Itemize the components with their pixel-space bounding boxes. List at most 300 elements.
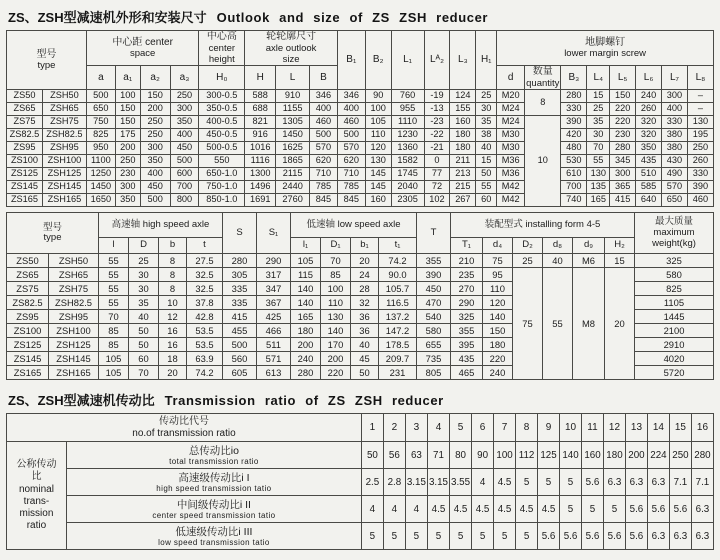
column-header xyxy=(483,238,513,254)
cell-text: 650 xyxy=(93,103,109,114)
column-header xyxy=(199,66,245,90)
cell xyxy=(159,268,187,282)
cell xyxy=(635,282,714,296)
cell-text: 4020 xyxy=(663,352,685,364)
cell-text: 250 xyxy=(672,449,689,461)
cell-text: 85 xyxy=(330,268,341,280)
cell xyxy=(669,469,691,496)
cell xyxy=(49,324,99,338)
cell-text: 325 xyxy=(458,310,475,322)
cell xyxy=(587,155,610,168)
cell xyxy=(7,116,43,129)
cell-text: 180 xyxy=(455,142,471,153)
cell xyxy=(451,338,483,352)
cell xyxy=(337,181,365,194)
cell-text: 688 xyxy=(252,103,268,114)
cell xyxy=(450,90,476,103)
cell xyxy=(691,442,713,469)
cell xyxy=(49,338,99,352)
cell xyxy=(291,282,321,296)
cell xyxy=(310,90,338,103)
cell-text: 8 xyxy=(169,282,176,294)
cell-text: 32 xyxy=(359,296,370,308)
cell-text: 160 xyxy=(370,194,386,205)
cell-text: 250 xyxy=(147,129,163,140)
cell xyxy=(516,496,538,523)
cell xyxy=(538,496,560,523)
cell-text: 11 xyxy=(587,421,598,433)
cell-text: 620 xyxy=(315,155,332,166)
cell xyxy=(605,268,635,380)
cell xyxy=(276,194,310,207)
column-header xyxy=(140,66,170,90)
cell-text: center xyxy=(208,42,236,54)
column-header xyxy=(86,66,115,90)
cell xyxy=(662,155,688,168)
cell-text: 650-1.0 xyxy=(206,168,238,179)
cell-text: ZSH50 xyxy=(50,90,79,101)
cell-text: ZS165 xyxy=(10,194,39,205)
cell-text: 102 xyxy=(429,194,445,205)
table-row xyxy=(7,194,714,207)
cell-text: ZSH125 xyxy=(56,338,91,350)
cell-text: 2440 xyxy=(282,181,303,192)
cell xyxy=(310,155,338,168)
cell xyxy=(391,116,424,129)
cell-text: 215 xyxy=(455,181,471,192)
cell xyxy=(115,155,140,168)
cell-text: 380 xyxy=(666,129,683,140)
cell-text: -19 xyxy=(430,90,444,101)
cell-text: 15 xyxy=(593,90,604,101)
cell-text: 60 xyxy=(481,194,492,205)
column-header xyxy=(669,414,691,442)
cell-text: L₆ xyxy=(643,71,654,83)
cell xyxy=(42,181,86,194)
cell-text: 中心高 xyxy=(206,31,237,42)
cell xyxy=(662,194,688,207)
cell-text: 955 xyxy=(399,103,416,114)
cell xyxy=(610,116,636,129)
cell-text: M8 xyxy=(581,317,596,329)
cell-text: 240 xyxy=(297,352,314,364)
cell-text: 300 xyxy=(147,142,163,153)
cell xyxy=(483,282,513,296)
cell-text: 36 xyxy=(359,324,370,336)
cell xyxy=(351,310,379,324)
cell xyxy=(560,523,582,550)
cell-text: total transmission ratio xyxy=(169,456,259,466)
cell-text: 5.6 xyxy=(607,530,622,542)
cell xyxy=(199,168,245,181)
cell-text: 1016 xyxy=(249,142,271,153)
cell-text: 355 xyxy=(458,324,475,336)
cell-text: 124 xyxy=(455,90,471,101)
cell xyxy=(405,442,427,469)
group-label xyxy=(7,442,67,550)
cell xyxy=(476,90,497,103)
cell-text: 50 xyxy=(138,324,149,336)
cell xyxy=(129,352,159,366)
cell-text: 5720 xyxy=(663,366,685,378)
cell-text: 77 xyxy=(431,168,443,179)
cell xyxy=(170,90,199,103)
cell xyxy=(245,168,276,181)
cell-text: 400 xyxy=(315,103,332,114)
cell-text: 40 xyxy=(481,142,492,153)
cell xyxy=(310,181,338,194)
column-header xyxy=(450,414,472,442)
cell-text: d₈ xyxy=(552,239,563,251)
cell xyxy=(276,168,310,181)
column-header xyxy=(561,66,587,90)
cell xyxy=(476,116,497,129)
cell-text: ZS145 xyxy=(13,352,42,364)
cell xyxy=(115,116,140,129)
cell xyxy=(497,194,525,207)
cell-text: L₇ xyxy=(669,71,679,83)
cell-text: 4.5 xyxy=(453,503,468,515)
cell-text: L₈ xyxy=(695,71,706,83)
column-header xyxy=(635,213,714,254)
cell-text: 型号 xyxy=(36,48,57,60)
cell-text: T xyxy=(430,226,437,238)
cell xyxy=(427,442,449,469)
cell-text: a₃ xyxy=(179,71,190,83)
cell-text: 250 xyxy=(692,142,709,153)
cell-text: 50 xyxy=(366,449,378,461)
cell-text: 540 xyxy=(425,310,442,322)
cell-text: 5 xyxy=(457,421,464,433)
cell xyxy=(49,366,99,380)
cell xyxy=(187,282,223,296)
cell xyxy=(691,469,713,496)
cell-text: 低速级传动比i III xyxy=(175,525,253,538)
cell xyxy=(7,90,43,103)
cell xyxy=(310,103,338,116)
cell xyxy=(223,282,257,296)
cell xyxy=(170,194,199,207)
cell-text: 650 xyxy=(666,194,683,205)
cell xyxy=(427,496,449,523)
cell xyxy=(494,469,516,496)
cell xyxy=(129,254,159,268)
cell-text: 250 xyxy=(120,155,136,166)
cell xyxy=(561,116,587,129)
page-title-transmission-ratio xyxy=(8,390,714,409)
cell xyxy=(417,352,451,366)
cell-text: 5 xyxy=(523,530,530,542)
cell-text: 450-0.5 xyxy=(206,129,238,140)
cell-text: 740 xyxy=(566,194,582,205)
cell xyxy=(337,90,365,103)
cell-text: 130 xyxy=(590,168,606,179)
cell-text: 140 xyxy=(489,310,506,322)
cell xyxy=(337,116,365,129)
cell-text: 2.5 xyxy=(365,476,380,488)
cell xyxy=(257,352,291,366)
cell xyxy=(417,338,451,352)
cell xyxy=(223,296,257,310)
cell-text: 5.6 xyxy=(651,503,666,515)
cell xyxy=(7,338,49,352)
cell-text: 211 xyxy=(455,155,471,166)
cell xyxy=(587,142,610,155)
cell xyxy=(662,129,688,142)
cell-text: T₁ xyxy=(461,239,471,251)
cell xyxy=(7,168,43,181)
cell-text: -13 xyxy=(430,103,444,114)
cell xyxy=(494,442,516,469)
table xyxy=(6,30,714,207)
cell-text: 1445 xyxy=(663,310,685,322)
cell xyxy=(476,194,497,207)
cell-text: 25 xyxy=(481,90,492,101)
cell-text: 35 xyxy=(593,116,604,127)
cell-text: 型号 xyxy=(42,221,62,233)
cell xyxy=(450,116,476,129)
cell xyxy=(379,282,417,296)
cell-text: ZS75 xyxy=(16,282,39,294)
cell xyxy=(321,352,351,366)
cell-text: L₅ xyxy=(617,71,628,83)
cell xyxy=(625,442,647,469)
cell xyxy=(7,282,49,296)
cell-text: 213 xyxy=(455,168,471,179)
cell-text: 传动比代号 xyxy=(158,415,209,427)
cell xyxy=(86,168,115,181)
cell-text: 5 xyxy=(567,476,574,488)
cell-text: ZS75 xyxy=(13,116,36,127)
cell xyxy=(450,442,472,469)
cell-text: 4 xyxy=(413,503,420,515)
cell xyxy=(187,324,223,338)
cell-text: 845 xyxy=(343,194,359,205)
cell-text: H₁ xyxy=(480,54,492,66)
cell-text: 250 xyxy=(147,116,163,127)
cell-text: 825 xyxy=(666,282,682,294)
cell-text: 260 xyxy=(692,155,709,166)
cell xyxy=(7,129,43,142)
cell-text: D xyxy=(140,239,147,251)
cell xyxy=(129,268,159,282)
cell-text: 高速级传动比i I xyxy=(178,471,250,484)
cell xyxy=(7,181,43,194)
cell-text: 2040 xyxy=(397,181,418,192)
cell-text: 28 xyxy=(359,282,370,294)
cell xyxy=(610,142,636,155)
cell-text: M20 xyxy=(501,90,520,101)
title1-chinese: ZS、ZSH型减速机外形和安装尺寸 xyxy=(8,10,207,25)
cell-text: 105 xyxy=(297,254,314,266)
cell-text: 500-0.5 xyxy=(206,142,238,153)
cell xyxy=(351,366,379,380)
cell-text: 6.3 xyxy=(651,530,666,542)
cell xyxy=(361,442,383,469)
cell xyxy=(291,254,321,268)
cell-text: 53.5 xyxy=(195,324,214,336)
cell xyxy=(291,352,321,366)
cell-text: 5 xyxy=(611,503,618,515)
cell-text: 25 xyxy=(522,254,533,266)
cell xyxy=(635,310,714,324)
cell xyxy=(42,129,86,142)
cell-text: 地脚螺钉 xyxy=(585,36,626,48)
cell-text: b xyxy=(169,239,176,251)
cell xyxy=(662,168,688,181)
cell xyxy=(351,268,379,282)
cell-text: 805 xyxy=(425,366,442,378)
cell-text: 260 xyxy=(640,103,657,114)
cell xyxy=(199,155,245,168)
cell xyxy=(625,523,647,550)
cell-text: 209.7 xyxy=(385,352,410,364)
cell xyxy=(140,103,170,116)
cell-text: ZSH165 xyxy=(47,194,82,205)
cell-text: ZSH82.5 xyxy=(46,129,83,140)
cell-text: 140 xyxy=(327,324,344,336)
cell xyxy=(379,352,417,366)
cell xyxy=(276,90,310,103)
cell xyxy=(159,324,187,338)
cell xyxy=(538,523,560,550)
cell xyxy=(321,282,351,296)
cell-text: trans- xyxy=(23,495,50,507)
cell-text: 367 xyxy=(265,296,282,308)
cell xyxy=(86,103,115,116)
cell-text: 345 xyxy=(615,155,631,166)
cell-text: ZSH145 xyxy=(56,352,91,364)
cell xyxy=(417,310,451,324)
cell-text: 14 xyxy=(652,421,664,433)
column-header xyxy=(603,414,625,442)
cell-text: 950 xyxy=(93,142,109,153)
cell xyxy=(140,168,170,181)
cell xyxy=(610,168,636,181)
cell-text: center speed transmission tatio xyxy=(152,510,276,520)
column-header xyxy=(159,238,187,254)
cell xyxy=(417,296,451,310)
cell xyxy=(49,310,99,324)
cell xyxy=(610,155,636,168)
cell-text: ZS95 xyxy=(13,142,36,153)
cell xyxy=(669,523,691,550)
cell-text: ZS100 xyxy=(10,155,39,166)
cell-text: ZS145 xyxy=(10,181,39,192)
column-header xyxy=(451,213,635,238)
cell-text: 1360 xyxy=(397,142,418,153)
cell-text: 235 xyxy=(458,268,475,280)
cell xyxy=(561,181,587,194)
cell xyxy=(476,103,497,116)
column-header xyxy=(691,414,713,442)
cell xyxy=(513,254,543,268)
cell xyxy=(636,142,662,155)
cell-text: ZS50 xyxy=(13,90,36,101)
cell xyxy=(7,268,49,282)
cell xyxy=(86,155,115,168)
cell-text: 27.5 xyxy=(195,254,214,266)
cell xyxy=(636,194,662,207)
cell xyxy=(321,366,351,380)
cell xyxy=(424,129,450,142)
cell xyxy=(42,168,86,181)
cell-text: 460 xyxy=(343,116,359,127)
cell-text: 140 xyxy=(562,449,579,461)
cell-text: 0 xyxy=(434,155,440,166)
cell-text: 37.8 xyxy=(195,296,214,308)
cell-text: 5 xyxy=(413,530,420,542)
cell xyxy=(361,469,383,496)
cell-text: 1450 xyxy=(90,181,112,192)
cell xyxy=(582,496,604,523)
cell-text: ZSH100 xyxy=(56,324,91,336)
cell xyxy=(187,268,223,282)
column-header xyxy=(310,66,338,90)
cell xyxy=(391,90,424,103)
cell-text: 250 xyxy=(176,90,193,101)
cell xyxy=(310,129,338,142)
cell-text: maximum xyxy=(653,226,695,238)
cell-text: ZS82.5 xyxy=(9,129,40,140)
cell xyxy=(7,103,43,116)
cell xyxy=(365,103,391,116)
cell-text: ZSH125 xyxy=(47,168,82,179)
cell-text: 105 xyxy=(105,352,122,364)
cell xyxy=(99,338,129,352)
column-header xyxy=(365,31,391,90)
cell-text: 500 xyxy=(93,90,109,101)
cell xyxy=(494,523,516,550)
table-row xyxy=(7,254,714,268)
row-label xyxy=(66,496,361,523)
cell-text: M6 xyxy=(581,254,596,266)
column-header xyxy=(472,414,494,442)
cell xyxy=(636,116,662,129)
column-header xyxy=(391,31,424,90)
column-header xyxy=(405,414,427,442)
cell-text: ZSH65 xyxy=(50,103,79,114)
cell xyxy=(472,523,494,550)
cell-text: 120 xyxy=(489,296,506,308)
cell xyxy=(472,469,494,496)
cell-text: 365 xyxy=(615,181,631,192)
cell xyxy=(424,116,450,129)
cell xyxy=(276,142,310,155)
cell xyxy=(170,181,199,194)
cell-text: 95 xyxy=(492,268,503,280)
column-header xyxy=(662,66,688,90)
cell xyxy=(99,254,129,268)
row-label xyxy=(66,469,361,496)
column-header xyxy=(361,414,383,442)
cell-text: B₂ xyxy=(372,54,384,66)
cell xyxy=(310,168,338,181)
cell-text: 1230 xyxy=(397,129,418,140)
cell xyxy=(257,366,291,380)
cell-text: 90 xyxy=(477,449,489,461)
cell xyxy=(379,338,417,352)
cell xyxy=(159,296,187,310)
cell-text: 910 xyxy=(284,90,301,101)
column-header xyxy=(337,31,365,90)
cell-text: 32.5 xyxy=(195,268,214,280)
cell xyxy=(610,181,636,194)
cell-text: 280 xyxy=(231,254,248,266)
cell xyxy=(450,129,476,142)
cell-text: ZS165 xyxy=(13,366,42,378)
cell-text: 2115 xyxy=(282,168,303,179)
